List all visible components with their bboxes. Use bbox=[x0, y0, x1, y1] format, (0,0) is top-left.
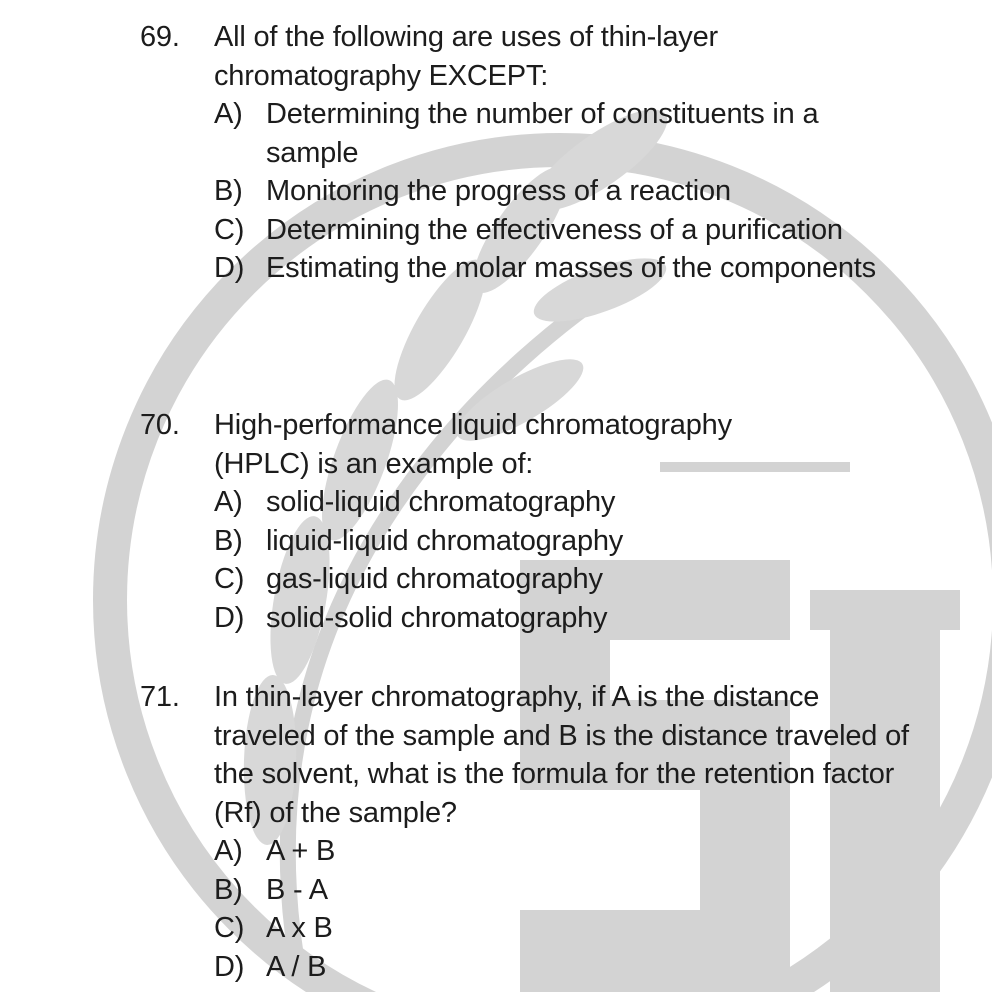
option-text: Determining the effectiveness of a purification bbox=[266, 213, 843, 246]
question-stem bbox=[140, 678, 940, 832]
option-letter: D) bbox=[214, 601, 245, 634]
answer-option-a[interactable] bbox=[214, 95, 940, 172]
option-text: A x B bbox=[266, 912, 333, 944]
option-text: liquid-liquid chromatography bbox=[266, 524, 624, 557]
answer-option-c[interactable] bbox=[214, 211, 940, 250]
answer-option-c[interactable] bbox=[214, 909, 940, 948]
answer-option-d[interactable] bbox=[214, 948, 940, 987]
question-number: 70. bbox=[140, 409, 180, 441]
question-stem bbox=[140, 18, 940, 95]
option-text: solid-solid chromatography bbox=[266, 601, 608, 634]
answer-option-d[interactable] bbox=[214, 599, 940, 638]
option-letter: A) bbox=[214, 835, 243, 867]
option-letter: B) bbox=[214, 873, 243, 906]
question-number: 71. bbox=[140, 681, 180, 713]
answer-option-a[interactable] bbox=[214, 832, 940, 871]
option-text: A + B bbox=[266, 835, 336, 867]
option-letter: D) bbox=[214, 252, 245, 284]
option-letter: C) bbox=[214, 213, 245, 246]
option-letter: C) bbox=[214, 563, 245, 595]
option-text: solid-liquid chromatography bbox=[266, 486, 616, 518]
option-text: gas-liquid chromatography bbox=[266, 563, 603, 595]
option-text: Estimating the molar masses of the components bbox=[266, 252, 876, 284]
option-letter: A) bbox=[214, 98, 243, 130]
option-letter: B) bbox=[214, 175, 243, 207]
question-number: 69. bbox=[140, 21, 180, 53]
option-text: A / B bbox=[266, 950, 327, 983]
option-text: B - A bbox=[266, 873, 328, 906]
answer-option-b[interactable] bbox=[214, 522, 940, 561]
option-letter: C) bbox=[214, 912, 245, 944]
answer-option-d[interactable] bbox=[214, 249, 940, 288]
answer-option-b[interactable] bbox=[214, 871, 940, 910]
question-text: In thin-layer chromatography, if A is the distance traveled of the sample and B is the distance traveled of the solvent, what is the formula for the retention factor (Rf) of the sample? bbox=[214, 681, 909, 829]
option-letter: B) bbox=[214, 524, 243, 557]
question-70 bbox=[140, 406, 940, 637]
option-text: Determining the number of constituents in a sample bbox=[266, 98, 819, 169]
option-letter: D) bbox=[214, 950, 245, 983]
question-69 bbox=[140, 18, 940, 288]
answer-option-a[interactable] bbox=[214, 483, 940, 522]
question-text: All of the following are uses of thin-layer chromatography EXCEPT: bbox=[214, 21, 718, 92]
option-letter: A) bbox=[214, 486, 243, 518]
answer-option-c[interactable] bbox=[214, 560, 940, 599]
answer-option-b[interactable] bbox=[214, 172, 940, 211]
question-71 bbox=[140, 678, 940, 986]
question-text: High-performance liquid chromatography (HPLC) is an example of: bbox=[214, 409, 732, 480]
option-text: Monitoring the progress of a reaction bbox=[266, 175, 731, 207]
question-stem bbox=[140, 406, 940, 483]
